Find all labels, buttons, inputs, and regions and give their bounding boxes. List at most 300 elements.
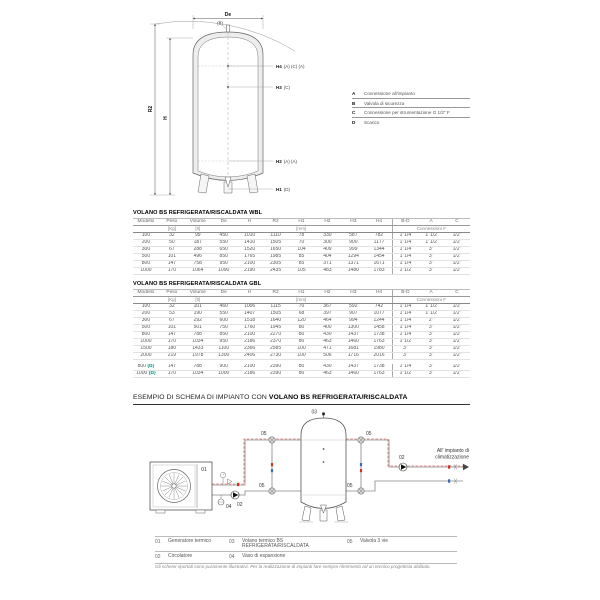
legend-key: D	[352, 119, 356, 125]
value-cell: 1/2"	[444, 364, 470, 371]
value-cell: 1000	[211, 370, 237, 377]
column-header: H4	[366, 289, 392, 296]
tank-label: 03	[311, 409, 317, 416]
legend-num: 04	[229, 553, 235, 560]
value-cell: 1433	[185, 345, 211, 352]
column-header: A	[418, 289, 444, 296]
value-cell: 1"1/4	[392, 310, 418, 317]
value-cell: 1/2"	[444, 345, 470, 352]
value-cell: 907	[340, 310, 366, 317]
value-cell: 1177	[366, 239, 392, 246]
value-cell: 1410	[237, 239, 263, 246]
legend-key: C	[352, 110, 356, 115]
value-cell: 85	[289, 253, 315, 260]
column-header: A	[418, 218, 444, 225]
schema-legend-row-2	[155, 551, 457, 564]
table-wbl	[133, 218, 470, 275]
value-cell: 550	[211, 239, 237, 246]
value-cell: 450	[211, 232, 237, 239]
value-cell: 1"1/2	[418, 239, 444, 246]
value-cell: 2100	[237, 364, 263, 371]
value-cell: 367	[314, 303, 340, 310]
value-cell: 1/2"	[444, 232, 470, 239]
value-cell: 1480	[340, 267, 366, 274]
value-cell: 1344	[366, 246, 392, 253]
value-cell: 80	[289, 338, 315, 345]
table-row	[133, 310, 470, 317]
value-cell: 788	[185, 331, 211, 338]
value-cell: 950	[211, 338, 237, 345]
table-row	[133, 232, 470, 239]
value-cell: 1458	[366, 324, 392, 331]
pump-right	[399, 455, 407, 471]
value-cell: 1090	[211, 267, 237, 274]
legend-row-d	[352, 118, 470, 127]
column-header: B-D	[392, 289, 418, 296]
schema-heading	[133, 394, 470, 405]
value-cell: 2186	[237, 338, 263, 345]
value-cell: 32	[159, 232, 185, 239]
model-cell: 200	[133, 310, 159, 317]
valve-label-3: 05	[259, 483, 265, 489]
table-wbl-section	[133, 210, 470, 275]
value-cell: 2100	[237, 331, 263, 338]
value-cell: 2305	[263, 260, 289, 267]
value-cell: 85	[289, 260, 315, 267]
value-cell: 430	[314, 331, 340, 338]
value-cell: 1/2"	[444, 331, 470, 338]
value-cell: 1640	[263, 317, 289, 324]
connection-legend	[352, 89, 470, 126]
column-header: R2	[263, 289, 289, 296]
value-cell: 950	[211, 260, 237, 267]
value-cell: 506	[314, 352, 340, 359]
value-cell: 70	[289, 303, 315, 310]
column-header: Volume	[185, 289, 211, 296]
column-header: H2	[314, 218, 340, 225]
column-header: R2	[263, 218, 289, 225]
value-cell: 170	[159, 267, 185, 274]
column-header: H3	[340, 289, 366, 296]
value-cell: 2190	[237, 267, 263, 274]
value-cell: 1716	[340, 352, 366, 359]
column-header: Modello	[133, 289, 159, 296]
table-row	[133, 345, 470, 352]
value-cell: 3"	[392, 345, 418, 352]
legend-key: A	[352, 91, 356, 96]
to-plant-arrow	[435, 448, 469, 484]
value-cell: 2270	[263, 331, 289, 338]
value-cell: 587	[340, 232, 366, 239]
value-cell: 120	[289, 317, 315, 324]
schema-heading-product: VOLANO BS REFRIGERATA/RISCALDATA	[268, 394, 408, 401]
value-cell: 1763	[366, 370, 392, 377]
value-cell: 1/2"	[444, 239, 470, 246]
value-cell: 850	[211, 331, 237, 338]
table-row	[133, 253, 470, 260]
valve-label-4: 05	[347, 483, 353, 489]
model-cell: 800	[133, 331, 159, 338]
column-header: H3	[340, 218, 366, 225]
value-cell: 101	[159, 324, 185, 331]
value-cell: 1"1/4	[392, 317, 418, 324]
legend-desc: Volano termico BS REFRIGERATA/RISCALDATA	[242, 537, 309, 550]
value-cell: 68	[289, 310, 315, 317]
value-cell: 1460	[340, 370, 366, 377]
value-cell: 147	[159, 260, 185, 267]
value-cell: 463	[314, 338, 340, 345]
value-cell: 3"	[392, 352, 418, 359]
value-cell: 32	[159, 303, 185, 310]
value-cell: 2730	[263, 352, 289, 359]
column-header: B-D	[392, 218, 418, 225]
value-cell: 1110	[263, 232, 289, 239]
value-cell: 1"1/4	[392, 253, 418, 260]
model-cell: 200	[133, 239, 159, 246]
table-row	[133, 246, 470, 253]
value-cell: 1/2"	[444, 324, 470, 331]
value-cell: 409	[314, 246, 340, 253]
value-cell: 900	[211, 364, 237, 371]
value-cell: 371	[314, 260, 340, 267]
column-header: H4	[366, 218, 392, 225]
value-cell: 2390	[263, 370, 289, 377]
value-cell: 1783	[366, 267, 392, 274]
value-cell: 101	[159, 253, 185, 260]
schema-heading-prefix: ESEMPIO DI SCHEMA DI IMPIANTO CON	[133, 394, 269, 401]
safety-group-gauge	[220, 472, 232, 484]
value-cell: 471	[314, 345, 340, 352]
legend-desc: Valvola di sicurezza	[364, 100, 405, 106]
value-cell: 1980	[366, 345, 392, 352]
value-cell: 1"1/4	[392, 331, 418, 338]
value-cell: 170	[159, 338, 185, 345]
table-gbl-title: VOLANO BS REFRIGERATA/RISCALDATA GBL	[133, 281, 262, 287]
value-cell: 1244	[366, 317, 392, 324]
column-header: C	[444, 289, 470, 296]
legend-desc: Vaso di espansione	[242, 552, 286, 559]
legend-key: B	[352, 100, 356, 106]
header-row	[133, 289, 470, 296]
model-cell: 300	[133, 246, 159, 253]
value-cell: 750	[211, 324, 237, 331]
legend-num: 05	[347, 538, 353, 545]
table-row	[133, 352, 470, 359]
column-header: Peso	[159, 218, 185, 225]
value-cell: 400	[314, 324, 340, 331]
unit-mm: [mm]	[211, 296, 392, 303]
value-cell: 288	[185, 246, 211, 253]
unit-connessioni: Connessioni F	[392, 225, 470, 232]
value-cell: 1520	[237, 246, 263, 253]
value-cell: 3"	[418, 267, 444, 274]
table-wbl-title: VOLANO BS REFRIGERATA/RISCALDATA WBL	[133, 210, 263, 216]
value-cell: 1"1/4	[392, 232, 418, 239]
table-row	[133, 338, 470, 345]
legend-item-02	[155, 552, 229, 563]
table-row	[133, 331, 470, 338]
value-cell: 180	[159, 345, 185, 352]
column-header: Modello	[133, 218, 159, 225]
table-row	[133, 260, 470, 267]
model-cell: 1500	[133, 345, 159, 352]
pump-left	[231, 491, 243, 508]
value-cell: 2390	[263, 364, 289, 371]
value-cell: 1738	[366, 364, 392, 371]
unit-connessioni: Connessioni F	[392, 296, 470, 303]
plant-schema-drawing	[133, 407, 470, 533]
value-cell: 3"	[418, 345, 444, 352]
value-cell: 3"	[418, 331, 444, 338]
value-cell: 1/2"	[444, 246, 470, 253]
legend-desc: Connessione per strumentazione G 1/2" F	[364, 110, 450, 115]
value-cell: 999	[340, 246, 366, 253]
table-row	[133, 267, 470, 274]
value-cell: 1765	[237, 253, 263, 260]
value-cell: 53	[159, 310, 185, 317]
value-cell: 67	[159, 246, 185, 253]
value-cell: 1/2"	[444, 317, 470, 324]
value-cell: 2406	[237, 352, 263, 359]
value-cell: 650	[211, 246, 237, 253]
value-cell: 460	[211, 303, 237, 310]
column-header: H	[237, 289, 263, 296]
value-cell: 3"	[418, 370, 444, 377]
value-cell: 80	[289, 324, 315, 331]
valve-label-2: 05	[366, 431, 372, 437]
value-cell: 404	[314, 253, 340, 260]
column-header: C	[444, 218, 470, 225]
model-cell: 2000	[133, 352, 159, 359]
model-cell: 800	[133, 260, 159, 267]
value-cell: 496	[185, 253, 211, 260]
value-cell: 300	[314, 239, 340, 246]
units-row	[133, 296, 470, 303]
value-cell: 1"1/2	[392, 267, 418, 274]
value-cell: 1518	[237, 317, 263, 324]
legend-num: 03	[229, 538, 235, 545]
pump-left-label: 02	[237, 502, 243, 508]
column-header: H1	[289, 218, 315, 225]
value-cell: 758	[185, 260, 211, 267]
legend-row-a	[352, 89, 470, 99]
legend-desc: Connessione all'impianto	[364, 91, 415, 96]
safety-valve-stub	[227, 25, 230, 32]
value-cell: 80	[289, 364, 315, 371]
value-cell: 850	[211, 253, 237, 260]
value-cell: 430	[314, 364, 340, 371]
table-row	[133, 239, 470, 246]
h-dimension-label: H	[163, 116, 169, 120]
value-cell: 3"	[418, 324, 444, 331]
value-cell: 994	[340, 317, 366, 324]
value-cell: 3"	[418, 352, 444, 359]
value-cell: 1"1/2	[418, 310, 444, 317]
value-cell: 592	[340, 303, 366, 310]
value-cell: 147	[159, 331, 185, 338]
value-cell: 100	[289, 352, 315, 359]
value-cell: 1/2"	[444, 310, 470, 317]
value-cell: 1300	[211, 352, 237, 359]
value-cell: 219	[159, 352, 185, 359]
legend-item-03	[229, 537, 347, 551]
value-cell: 1"1/2	[418, 303, 444, 310]
pump-right-label: 02	[399, 455, 405, 461]
value-cell: 782	[366, 232, 392, 239]
value-cell: 1650	[263, 246, 289, 253]
b-leader-line	[222, 25, 227, 29]
value-cell: 1"1/4	[392, 303, 418, 310]
value-cell: 788	[185, 364, 211, 371]
schema-legend-row-1	[155, 536, 457, 551]
legend-desc: Valvola 3 vie	[360, 537, 388, 544]
value-cell: 1"1/2	[392, 338, 418, 345]
value-cell: 1"1/4	[392, 239, 418, 246]
value-cell: 1/2"	[444, 338, 470, 345]
value-cell: 330	[314, 232, 340, 239]
value-cell: 190	[185, 310, 211, 317]
value-cell: 1294	[340, 253, 366, 260]
header-row	[133, 218, 470, 225]
value-cell: 1"1/2	[418, 232, 444, 239]
value-cell: 2100	[237, 260, 263, 267]
value-cell: 600	[211, 317, 237, 324]
legend-item-05	[347, 537, 457, 551]
value-cell: 1034	[185, 338, 211, 345]
value-cell: 464	[314, 317, 340, 324]
spec-table	[133, 289, 470, 378]
units-row	[133, 225, 470, 232]
value-cell: 2435	[263, 267, 289, 274]
value-cell: 900	[340, 239, 366, 246]
value-cell: 1763	[366, 338, 392, 345]
value-cell: 147	[159, 364, 185, 371]
unit-kg: [Kg]	[159, 225, 185, 232]
value-cell: 1760	[237, 324, 263, 331]
value-cell: 550	[211, 310, 237, 317]
value-cell: 1505	[263, 310, 289, 317]
value-cell: 2"	[418, 317, 444, 324]
value-cell: 1985	[263, 253, 289, 260]
to-plant-text-1: All' impianto di	[436, 448, 469, 454]
value-cell: 501	[185, 324, 211, 331]
value-cell: 80	[289, 370, 315, 377]
expansion-vessel	[218, 495, 232, 510]
value-cell: 1/2"	[444, 260, 470, 267]
column-header: H1	[289, 289, 315, 296]
value-cell: 1034	[185, 370, 211, 377]
column-header: Volume	[185, 218, 211, 225]
tank-leg-left	[198, 174, 209, 193]
unit-blank	[133, 225, 159, 232]
column-header: De	[211, 289, 237, 296]
model-cell: 300	[133, 317, 159, 324]
table-gbl	[133, 289, 470, 378]
value-cell: 1"1/4	[392, 246, 418, 253]
value-cell: 1/2"	[444, 352, 470, 359]
legend-desc: Generatore termico	[168, 537, 212, 544]
h1-label: H1 (D)	[276, 187, 291, 192]
h4-label: H4 (A) (C) (A)	[276, 64, 305, 69]
value-cell: 1064	[185, 267, 211, 274]
value-cell: 742	[366, 303, 392, 310]
value-cell: 1"1/4	[392, 260, 418, 267]
legend-item-01	[155, 537, 229, 551]
value-cell: 1407	[237, 310, 263, 317]
value-cell: 1077	[366, 310, 392, 317]
value-cell: 3"	[418, 260, 444, 267]
value-cell: 1010	[237, 232, 263, 239]
table-row	[133, 324, 470, 331]
column-header: H	[237, 218, 263, 225]
value-cell: 80	[289, 331, 315, 338]
model-cell: 100	[133, 232, 159, 239]
value-cell: 1460	[340, 338, 366, 345]
value-cell: 1437	[340, 331, 366, 338]
value-cell: 1"1/4	[392, 324, 418, 331]
unit-mm: [mm]	[211, 225, 392, 232]
to-plant-text-2: climatizzazione	[435, 454, 469, 461]
value-cell: 101	[185, 303, 211, 310]
legend-item-04	[229, 552, 347, 563]
de-dimension-label: De	[224, 12, 232, 18]
value-cell: 3"	[418, 246, 444, 253]
value-cell: 105	[289, 267, 315, 274]
value-cell: 1300	[340, 324, 366, 331]
r2-dimension-label: R2	[148, 105, 154, 113]
model-b-suffix: (B)	[145, 363, 155, 369]
table-row	[133, 303, 470, 310]
value-cell: 3"	[418, 364, 444, 371]
value-cell: 1115	[263, 303, 289, 310]
model-cell: 500	[133, 253, 159, 260]
value-cell: 2366	[237, 345, 263, 352]
value-cell: 1"1/4	[392, 364, 418, 371]
unit-blank	[133, 296, 159, 303]
table-row	[133, 370, 470, 377]
value-cell: 99	[185, 232, 211, 239]
value-cell: 1/2"	[444, 303, 470, 310]
h3-label: H3 (C)	[276, 85, 291, 90]
value-cell: 3"	[418, 338, 444, 345]
top-connection-label: (B)	[217, 20, 223, 26]
value-cell: 3"	[418, 253, 444, 260]
value-cell: 100	[289, 345, 315, 352]
legend-desc: Scarico	[364, 119, 380, 125]
value-cell: 1437	[340, 364, 366, 371]
h2-label: H2 (A) (A)	[276, 159, 298, 164]
value-cell: 170	[159, 370, 185, 377]
value-cell: 1978	[185, 352, 211, 359]
value-cell: 2016	[366, 352, 392, 359]
buffer-tank	[299, 410, 348, 523]
valve-label-1: 05	[261, 431, 267, 437]
value-cell: 397	[314, 310, 340, 317]
model-cell: 800 (B)	[133, 364, 159, 371]
model-cell: 1000	[133, 267, 159, 274]
heat-pump-unit	[150, 462, 212, 513]
value-cell: 1945	[263, 324, 289, 331]
table-row	[133, 317, 470, 324]
value-cell: 70	[289, 239, 315, 246]
model-b-suffix: (B)	[147, 370, 156, 376]
legend-num: 02	[155, 553, 161, 560]
value-cell: 67	[159, 317, 185, 324]
legend-row-c	[352, 108, 470, 118]
value-cell: 1371	[340, 260, 366, 267]
value-cell: 1505	[263, 239, 289, 246]
unit-kg: [Kg]	[159, 296, 185, 303]
